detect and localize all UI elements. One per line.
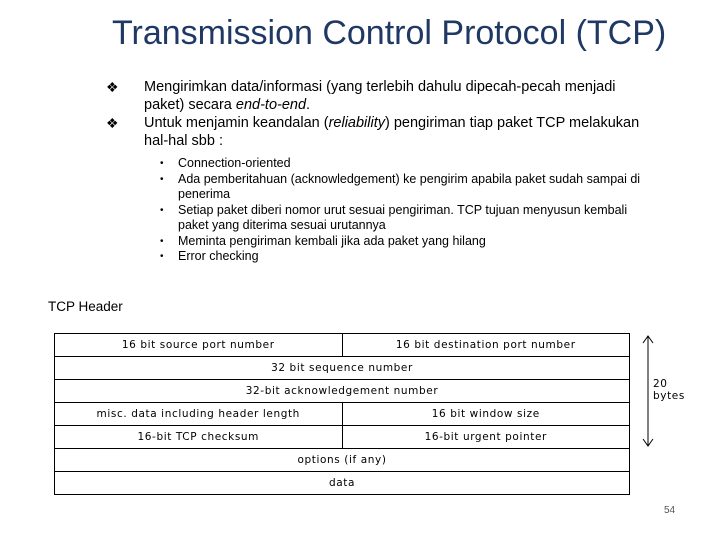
- sub-bullet-list: [106, 156, 646, 265]
- bullet-dot-icon: •: [160, 173, 164, 185]
- slide-title: Transmission Control Protocol (TCP): [112, 14, 667, 52]
- header-size-label: [653, 378, 685, 402]
- tcp-header-label: TCP Header: [48, 299, 123, 314]
- table-row: [55, 334, 630, 357]
- tcp-header-table: [54, 333, 630, 495]
- bullet-list: [106, 78, 646, 265]
- sub-bullet-text: Connection-oriented: [178, 156, 291, 170]
- bullet-emphasis: reliability: [328, 115, 385, 131]
- bullet-text: Untuk menjamin keandalan (: [144, 115, 329, 131]
- sub-bullet-item: [160, 156, 646, 172]
- sub-bullet-text: Setiap paket diberi nomor urut sesuai pengiriman. TCP tujuan menyusun kembali paket yang diterima sesuai urutannya: [178, 202, 628, 232]
- page-number: 54: [664, 505, 676, 516]
- sub-bullet-text: Meminta pengiriman kembali jika ada paket yang hilang: [178, 233, 486, 248]
- table-row: [55, 380, 630, 403]
- sub-bullet-item: [160, 203, 646, 234]
- table-row: [55, 357, 630, 380]
- table-row: [55, 472, 630, 495]
- table-cell: 32-bit acknowledgement number: [55, 380, 630, 403]
- sub-bullet-item: [160, 172, 646, 203]
- table-row: [55, 449, 630, 472]
- sub-bullet-item: [160, 234, 646, 250]
- bullet-item: [106, 78, 646, 114]
- table-cell: 16 bit window size: [342, 403, 630, 426]
- table-cell: 16-bit urgent pointer: [342, 426, 630, 449]
- table-cell: 32 bit sequence number: [55, 357, 630, 380]
- sub-bullet-text: Error checking: [178, 249, 259, 263]
- header-size-value: 20: [653, 378, 668, 390]
- sub-bullet-text: Ada pemberitahuan (acknowledgement) ke pengirim apabila paket sudah sampai di penerima: [178, 171, 641, 201]
- table-cell: 16 bit destination port number: [342, 334, 630, 357]
- table-cell: 16 bit source port number: [55, 334, 343, 357]
- bullet-dot-icon: •: [160, 235, 164, 247]
- sub-bullet-item: [160, 249, 646, 265]
- bullet-text: ) pengiriman tiap paket TCP melakukan hal-hal sbb :: [144, 115, 640, 149]
- checkmark-bullet-icon: ❖: [106, 115, 119, 131]
- bullet-text: Mengirimkan data/informasi (yang terlebih dahulu dipecah-pecah menjadi paket) secara: [144, 79, 616, 113]
- checkmark-bullet-icon: ❖: [106, 79, 119, 95]
- bullet-item: [106, 114, 646, 150]
- table-cell: options (if any): [55, 449, 630, 472]
- table-cell: 16-bit TCP checksum: [55, 426, 343, 449]
- bullet-dot-icon: •: [160, 251, 164, 262]
- table-cell: misc. data including header length: [55, 403, 343, 426]
- table-row: [55, 403, 630, 426]
- bullet-emphasis: end-to-end: [235, 97, 307, 113]
- header-size-unit: bytes: [653, 390, 685, 402]
- bullet-dot-icon: •: [160, 158, 164, 169]
- table-row: [55, 426, 630, 449]
- bullet-text: .: [306, 97, 311, 113]
- bullet-dot-icon: •: [160, 204, 164, 216]
- table-cell: data: [55, 472, 630, 495]
